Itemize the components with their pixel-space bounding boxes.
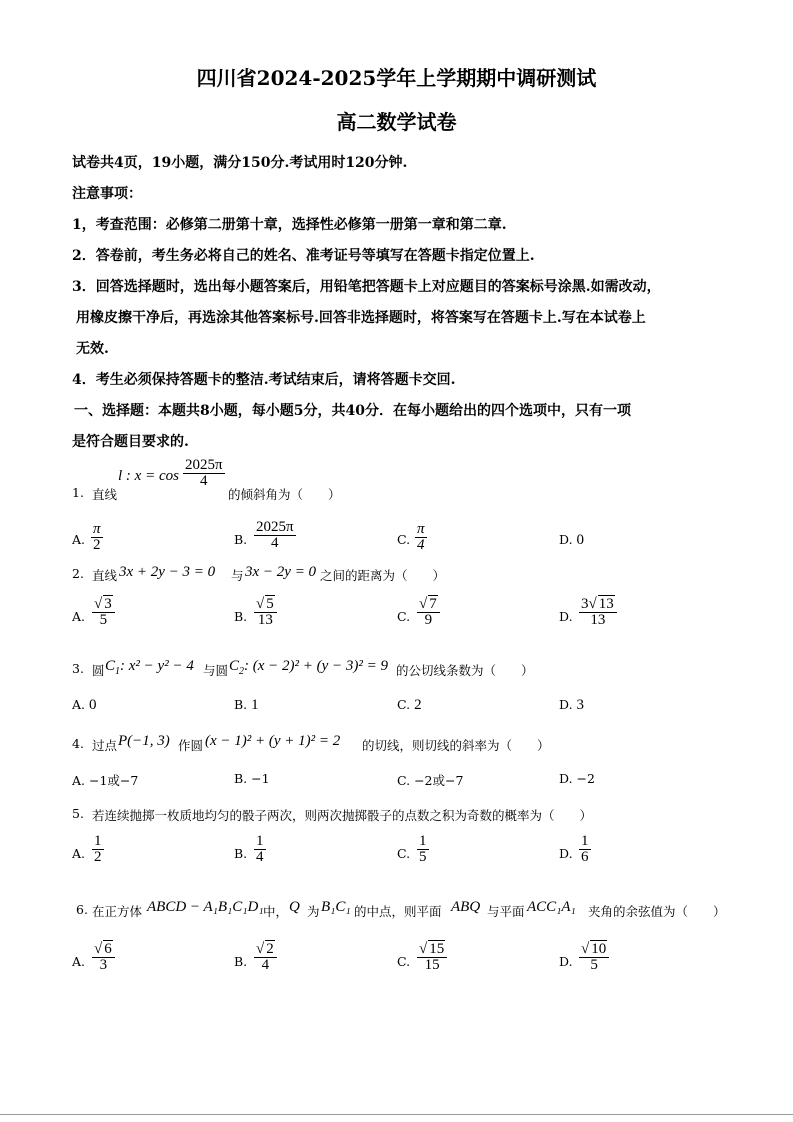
option-a[interactable]: A. bbox=[72, 846, 86, 861]
question-number: 4. bbox=[72, 736, 84, 751]
option-d-value: $\frac{3√ 13}{13}$ bbox=[579, 597, 617, 628]
option-c[interactable]: C. 2 bbox=[397, 697, 422, 713]
note-3-line-3: 无效. bbox=[76, 341, 109, 357]
note-1: 1，考查范围：必修第二册第十章，选择性必修第一册第一章和第二章. bbox=[72, 217, 507, 233]
question-text-end: 之间的距离为（ ） bbox=[320, 568, 446, 583]
option-a-value: $\frac{1}{2}$ bbox=[94, 833, 102, 865]
point-q: Q bbox=[289, 899, 300, 915]
option-a[interactable]: A. bbox=[72, 609, 86, 624]
option-b-value: $\frac{√ 5}{13}$ bbox=[254, 597, 277, 628]
section-1-instructions: 一、选择题：本题共8小题，每小题5分，共40分．在每小题给出的四个选项中，只有一项 bbox=[74, 403, 631, 419]
question-text: 若连续抛掷一枚质地均匀的骰子两次，则两次抛掷骰子的点数之积为奇数的概率为（ ） bbox=[92, 808, 593, 823]
option-c[interactable]: C. bbox=[397, 846, 411, 861]
question-text-mid: 与圆 bbox=[203, 663, 229, 678]
exam-title: 四川省2024-2025学年上学期期中调研测试 bbox=[196, 66, 597, 90]
line-equation-2: 3x − 2y = 0 bbox=[245, 564, 317, 580]
point-p: P(−1, 3) bbox=[118, 733, 170, 749]
option-a[interactable]: A. 0 bbox=[72, 697, 97, 713]
question-text-end: 的公切线条数为（ ） bbox=[396, 663, 534, 678]
option-b[interactable]: B. 1 bbox=[234, 697, 259, 713]
option-d[interactable]: D. bbox=[559, 846, 573, 861]
option-c[interactable]: C. −2或−7 bbox=[397, 773, 464, 788]
notes-heading: 注意事项： bbox=[72, 186, 142, 202]
option-a-value: $\frac{\pi}{2}$ bbox=[93, 521, 101, 553]
question-text: 直线 bbox=[92, 487, 118, 502]
option-c[interactable]: C. bbox=[397, 609, 411, 624]
option-c-value: $\frac{\pi}{4}$ bbox=[417, 521, 425, 553]
question-text-end: 夹角的余弦值为（ ） bbox=[588, 904, 726, 919]
option-b-value: $\frac{√ 2}{4}$ bbox=[254, 942, 277, 973]
circle-1-equation: $C_1$: x² − y² − 4 bbox=[105, 658, 194, 677]
option-c[interactable]: C. bbox=[397, 954, 411, 969]
question-text-mid-4: 与平面 bbox=[487, 904, 525, 919]
line-equation: l : x = cos bbox=[118, 468, 179, 484]
plane-abq: ABQ bbox=[451, 899, 481, 915]
question-text-end: 的切线，则切线的斜率为（ ） bbox=[362, 738, 550, 753]
question-text-mid-1: 中， bbox=[263, 904, 289, 919]
question-text-mid: 与 bbox=[231, 568, 244, 583]
question-number: 6. bbox=[76, 902, 88, 917]
question-text-mid-2: 为 bbox=[307, 904, 320, 919]
option-d-value: $\frac{1}{6}$ bbox=[581, 833, 589, 865]
note-3-line-2: 用橡皮擦干净后，再选涂其他答案标号.回答非选择题时，将答案写在答题卡上.写在本试卷上 bbox=[76, 310, 646, 326]
question-text: 圆 bbox=[92, 663, 105, 678]
section-1-instructions-cont: 是符合题目要求的. bbox=[72, 434, 189, 450]
option-b[interactable]: B. bbox=[234, 954, 248, 969]
note-2: 2．答卷前，考生务必将自己的姓名、准考证号等填写在答题卡指定位置上. bbox=[72, 248, 535, 264]
option-b[interactable]: B. bbox=[234, 846, 248, 861]
page-bottom-divider bbox=[0, 1114, 793, 1115]
cos-argument-fraction: $\frac{2025\pi}{4}$ bbox=[185, 457, 223, 489]
option-a[interactable]: A. bbox=[72, 532, 86, 547]
question-text-mid: 作圆 bbox=[178, 738, 204, 753]
note-3-line-1: 3．回答选择题时，选出每小题答案后，用铅笔把答题卡上对应题目的答案标号涂黑.如需改动， bbox=[72, 279, 661, 295]
circle-2-equation: $C_2$: (x − 2)² + (y − 3)² = 9 bbox=[229, 658, 389, 677]
question-number: 1. bbox=[72, 485, 84, 500]
option-a-value: $\frac{√ 6}{3}$ bbox=[92, 942, 115, 973]
option-d[interactable]: D. bbox=[559, 609, 573, 624]
question-text-end: 的倾斜角为（ ） bbox=[228, 487, 341, 502]
option-a-value: $\frac{√ 3}{5}$ bbox=[92, 597, 115, 628]
option-c-value: $\frac{√ 15}{15}$ bbox=[417, 942, 447, 973]
question-number: 2. bbox=[72, 566, 84, 581]
cube-name: ABCD − A₁B₁C₁D₁ bbox=[147, 899, 264, 915]
option-b[interactable]: B. bbox=[234, 609, 248, 624]
segment-b1c1: B₁C₁ bbox=[321, 899, 351, 915]
line-equation-1: 3x + 2y − 3 = 0 bbox=[119, 564, 216, 580]
circle-equation: (x − 1)² + (y + 1)² = 2 bbox=[205, 733, 341, 749]
option-a[interactable]: A. bbox=[72, 954, 86, 969]
option-d[interactable]: D. 3 bbox=[559, 697, 585, 713]
exam-subtitle: 高二数学试卷 bbox=[336, 110, 457, 134]
option-b[interactable]: B. bbox=[234, 532, 248, 547]
option-c[interactable]: C. bbox=[397, 532, 411, 547]
option-b-value: $\frac{2025\pi}{4}$ bbox=[256, 519, 294, 551]
option-d[interactable]: D. −2 bbox=[559, 771, 595, 786]
exam-info: 试卷共4页，19小题，满分150分.考试用时120分钟. bbox=[72, 155, 408, 171]
question-text: 在正方体 bbox=[92, 904, 143, 919]
question-text: 直线 bbox=[92, 568, 118, 583]
question-number: 3. bbox=[72, 661, 84, 676]
option-d[interactable]: D. bbox=[559, 954, 573, 969]
option-a[interactable]: A. −1或−7 bbox=[72, 773, 139, 788]
plane-acc1a1: ACC₁A₁ bbox=[527, 899, 576, 915]
option-d[interactable]: D. 0 bbox=[559, 532, 585, 548]
option-c-value: $\frac{1}{5}$ bbox=[419, 833, 427, 865]
question-number: 5. bbox=[72, 806, 84, 821]
note-4: 4．考生必须保持答题卡的整洁.考试结束后，请将答题卡交回. bbox=[72, 372, 456, 388]
question-text: 过点 bbox=[92, 738, 118, 753]
option-d-value: $\frac{√ 10}{5}$ bbox=[579, 942, 609, 973]
option-b-value: $\frac{1}{4}$ bbox=[256, 833, 264, 865]
option-b[interactable]: B. −1 bbox=[234, 771, 270, 786]
question-text-mid-3: 的中点，则平面 bbox=[354, 904, 442, 919]
option-c-value: $\frac{√ 7}{9}$ bbox=[417, 597, 440, 628]
